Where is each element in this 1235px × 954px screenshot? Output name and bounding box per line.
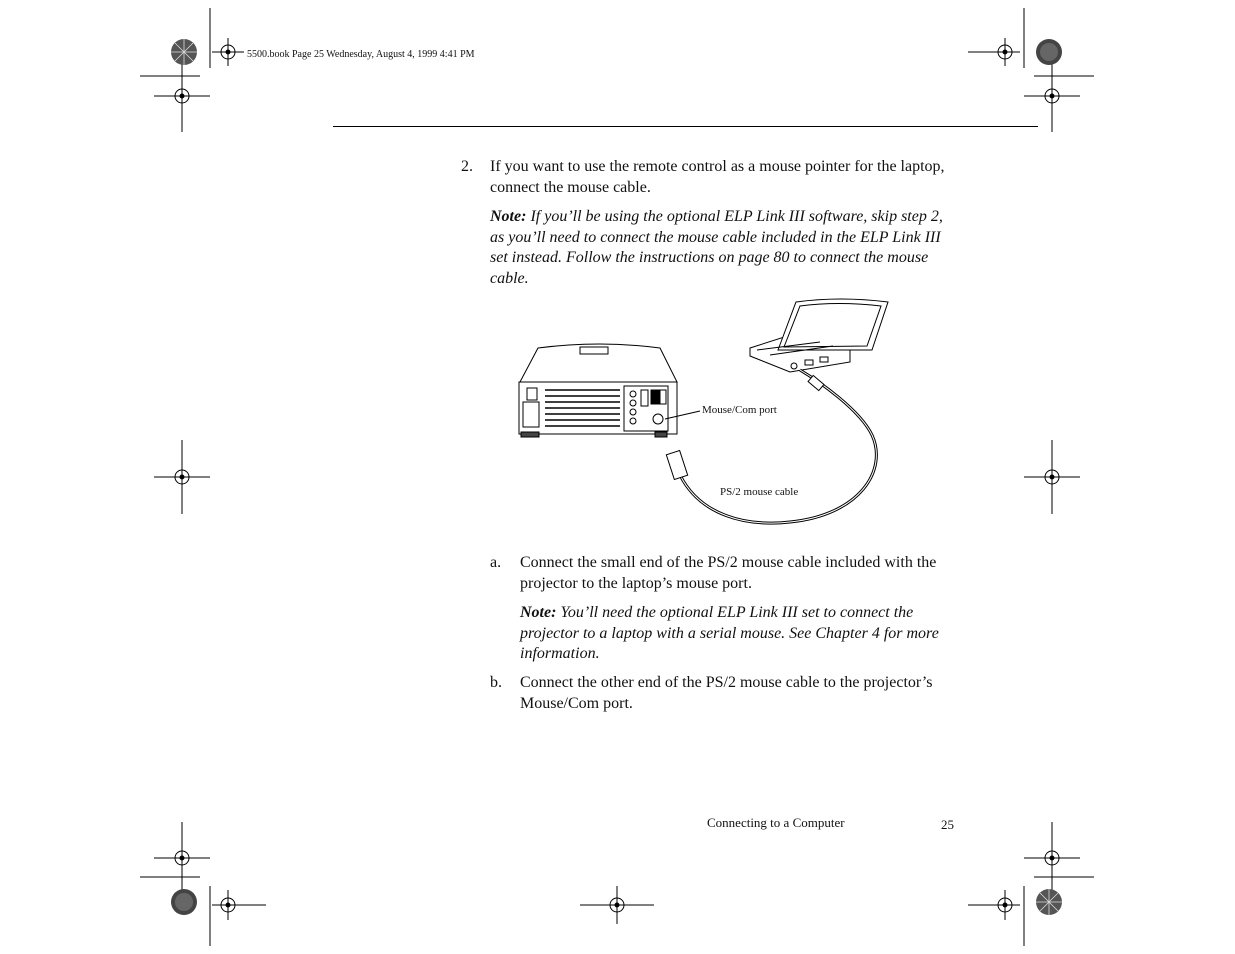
star-target-icon [171, 39, 197, 65]
header-rule [333, 126, 1038, 127]
mouse-com-port-label: Mouse/Com port [702, 404, 777, 416]
note-label: Note: [490, 208, 527, 225]
step-number: 2. [461, 158, 473, 175]
registration-target-icon [154, 463, 210, 491]
star-target-icon [171, 889, 197, 915]
registration-target-icon [968, 890, 1020, 920]
page-number: 25 [941, 817, 954, 832]
registration-target-icon [154, 82, 210, 110]
registration-target-icon [968, 38, 1020, 66]
note-text: You’ll need the optional ELP Link III set to connect the projector to a laptop with a serial mouse. See Chapter 4 for more information. [520, 604, 939, 662]
substep-text: Connect the other end of the PS/2 mouse cable to the projector’s Mouse/Com port. [520, 674, 933, 712]
note-label: Note: [520, 604, 557, 621]
substep-label: b. [490, 674, 502, 691]
step-text: If you want to use the remote control as a mouse pointer for the laptop, connect the mouse cable. [490, 158, 945, 196]
ps2-mouse-cable [680, 370, 876, 523]
star-target-icon [1036, 889, 1062, 915]
registration-target-icon [154, 844, 210, 872]
registration-target-icon [1024, 82, 1080, 110]
registration-target-icon [580, 886, 654, 924]
substep-label: a. [490, 554, 502, 571]
note-paragraph [490, 207, 950, 289]
substep-text: Connect the small end of the PS/2 mouse cable included with the projector to the laptop’s mouse port. [520, 554, 937, 592]
registration-target-icon [212, 890, 266, 920]
page-slug: 5500.book Page 25 Wednesday, August 4, 1999 4:41 PM [247, 49, 475, 60]
registration-target-icon [1024, 463, 1080, 491]
star-target-icon [1036, 39, 1062, 65]
footer-section-title: Connecting to a Computer [707, 815, 845, 830]
registration-target-icon [212, 38, 244, 66]
note-paragraph [520, 603, 950, 665]
registration-target-icon [1024, 844, 1080, 872]
note-text: If you’ll be using the optional ELP Link III software, skip step 2, as you’ll need to connect the mouse cable included in the ELP Link III set instead. Follow the instructions on page 80 to connect the mouse cable. [490, 208, 943, 287]
laptop-illustration [750, 299, 888, 372]
projector-illustration [519, 344, 677, 437]
ps2-cable-label: PS/2 mouse cable [720, 486, 799, 498]
